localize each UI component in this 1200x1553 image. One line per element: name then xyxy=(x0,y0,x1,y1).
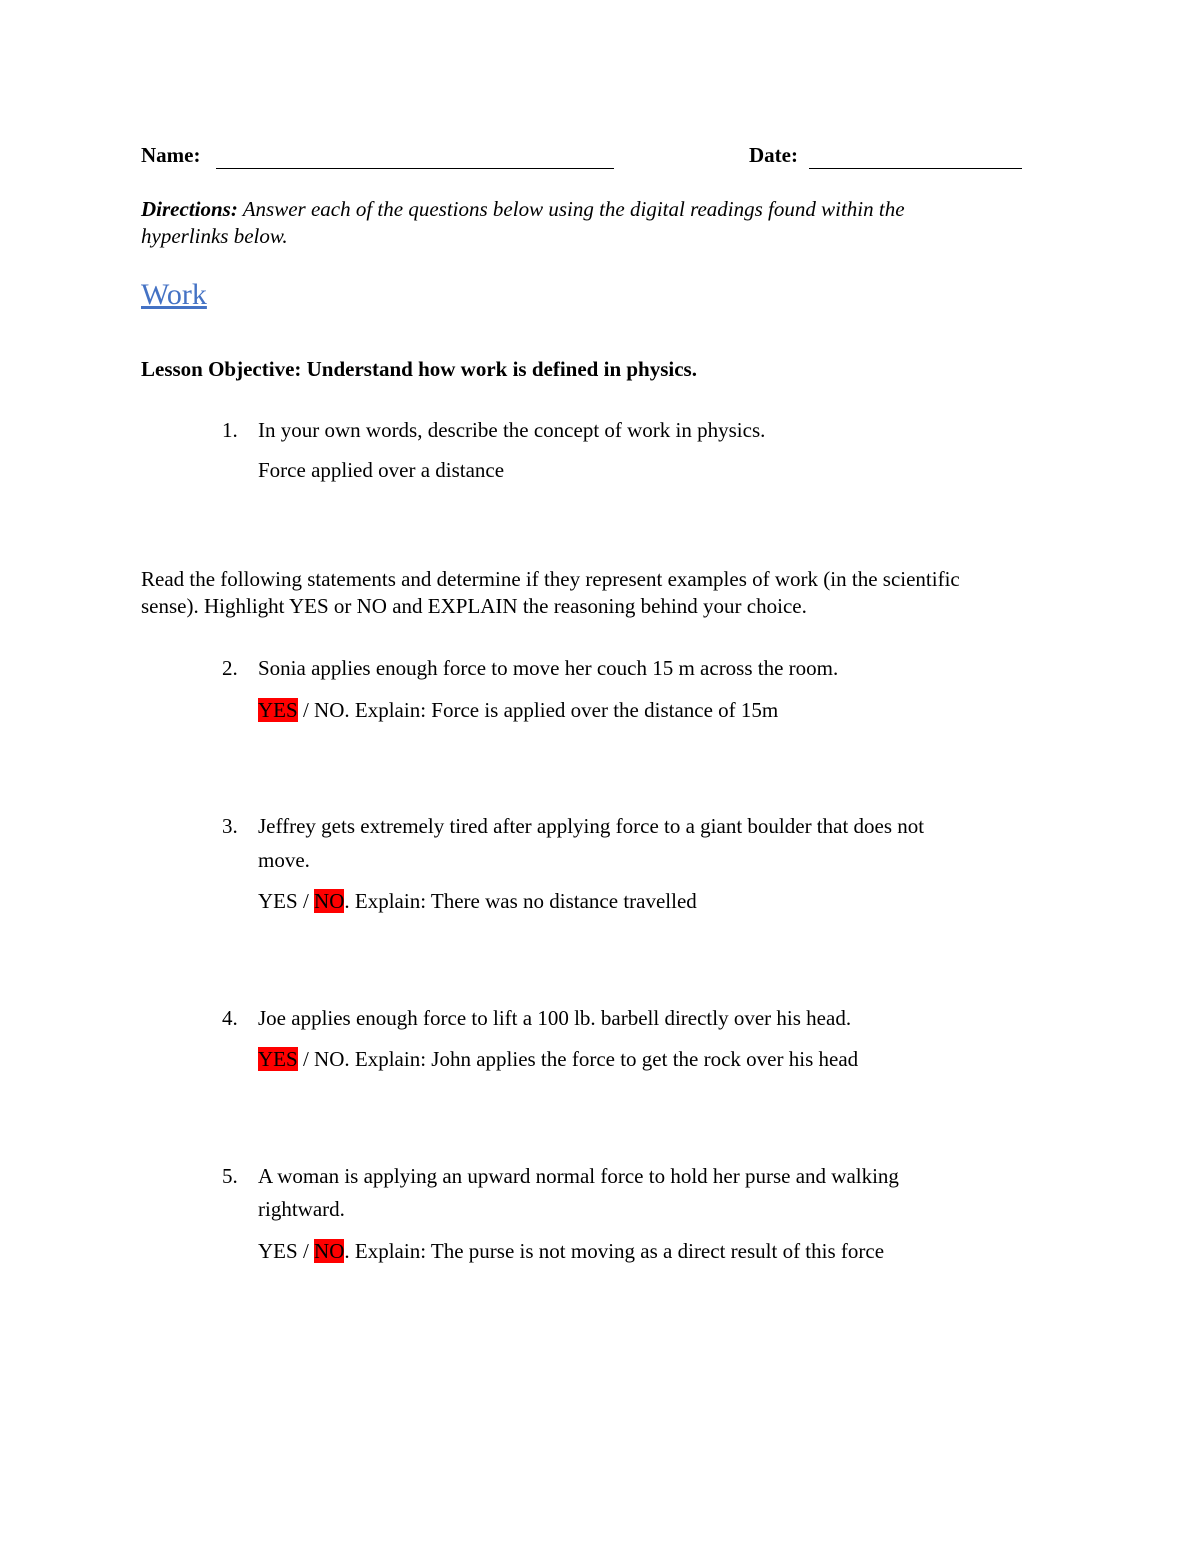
option-separator: / xyxy=(297,698,315,722)
question-3-explain: . Explain: There was no distance travelled xyxy=(344,889,697,913)
question-number: 4. xyxy=(222,1006,238,1030)
no-option[interactable]: NO xyxy=(314,698,345,722)
question-4-explain: . Explain: John applies the force to get the rock over his head xyxy=(344,1047,859,1071)
yes-option-highlighted[interactable]: YES xyxy=(258,698,298,722)
yes-option[interactable]: YES xyxy=(258,889,298,913)
yes-option[interactable]: YES xyxy=(258,1239,298,1263)
option-separator: / xyxy=(297,1239,315,1263)
question-number: 2. xyxy=(222,656,238,680)
question-2-explain: . Explain: Force is applied over the distance of 15m xyxy=(344,698,779,722)
question-5-explain: . Explain: The purse is not moving as a direct result of this force xyxy=(344,1239,885,1263)
name-field[interactable] xyxy=(216,168,614,169)
question-1-answer: Force applied over a distance xyxy=(258,458,505,482)
lesson-objective: Lesson Objective: Understand how work is defined in physics. xyxy=(141,357,697,381)
no-option[interactable]: NO xyxy=(314,1047,345,1071)
work-heading-link[interactable]: Work xyxy=(141,278,207,311)
instructions-line-2: sense). Highlight YES or NO and EXPLAIN the reasoning behind your choice. xyxy=(141,594,807,618)
question-3-prompt-line-2: move. xyxy=(258,848,310,872)
option-separator: / xyxy=(297,889,315,913)
question-4-answer xyxy=(258,1047,858,1072)
question-1-prompt: In your own words, describe the concept of work in physics. xyxy=(258,418,766,442)
question-2-answer xyxy=(258,698,778,723)
question-5-prompt-line-2: rightward. xyxy=(258,1197,345,1221)
question-number: 1. xyxy=(222,418,238,442)
question-4-prompt: Joe applies enough force to lift a 100 lb. barbell directly over his head. xyxy=(258,1006,852,1030)
directions-line-1 xyxy=(141,197,905,222)
name-label: Name: xyxy=(141,143,201,167)
instructions-line-1: Read the following statements and determine if they represent examples of work (in the scientific xyxy=(141,567,960,591)
question-number: 3. xyxy=(222,814,238,838)
question-5-prompt-line-1: A woman is applying an upward normal force to hold her purse and walking xyxy=(258,1164,899,1188)
yes-option-highlighted[interactable]: YES xyxy=(258,1047,298,1071)
date-label: Date: xyxy=(749,143,798,167)
question-number: 5. xyxy=(222,1164,238,1188)
question-3-answer xyxy=(258,889,697,914)
question-3-prompt-line-1: Jeffrey gets extremely tired after applying force to a giant boulder that does not xyxy=(258,814,925,838)
question-2-prompt: Sonia applies enough force to move her couch 15 m across the room. xyxy=(258,656,839,680)
directions-line-2: hyperlinks below. xyxy=(141,224,288,248)
directions-label: Directions: xyxy=(141,197,238,221)
no-option-highlighted[interactable]: NO xyxy=(314,1239,345,1263)
no-option-highlighted[interactable]: NO xyxy=(314,889,345,913)
question-5-answer xyxy=(258,1239,884,1264)
directions-text-1: Answer each of the questions below using the digital readings found within the xyxy=(237,197,905,221)
option-separator: / xyxy=(297,1047,315,1071)
date-field[interactable] xyxy=(809,168,1022,169)
